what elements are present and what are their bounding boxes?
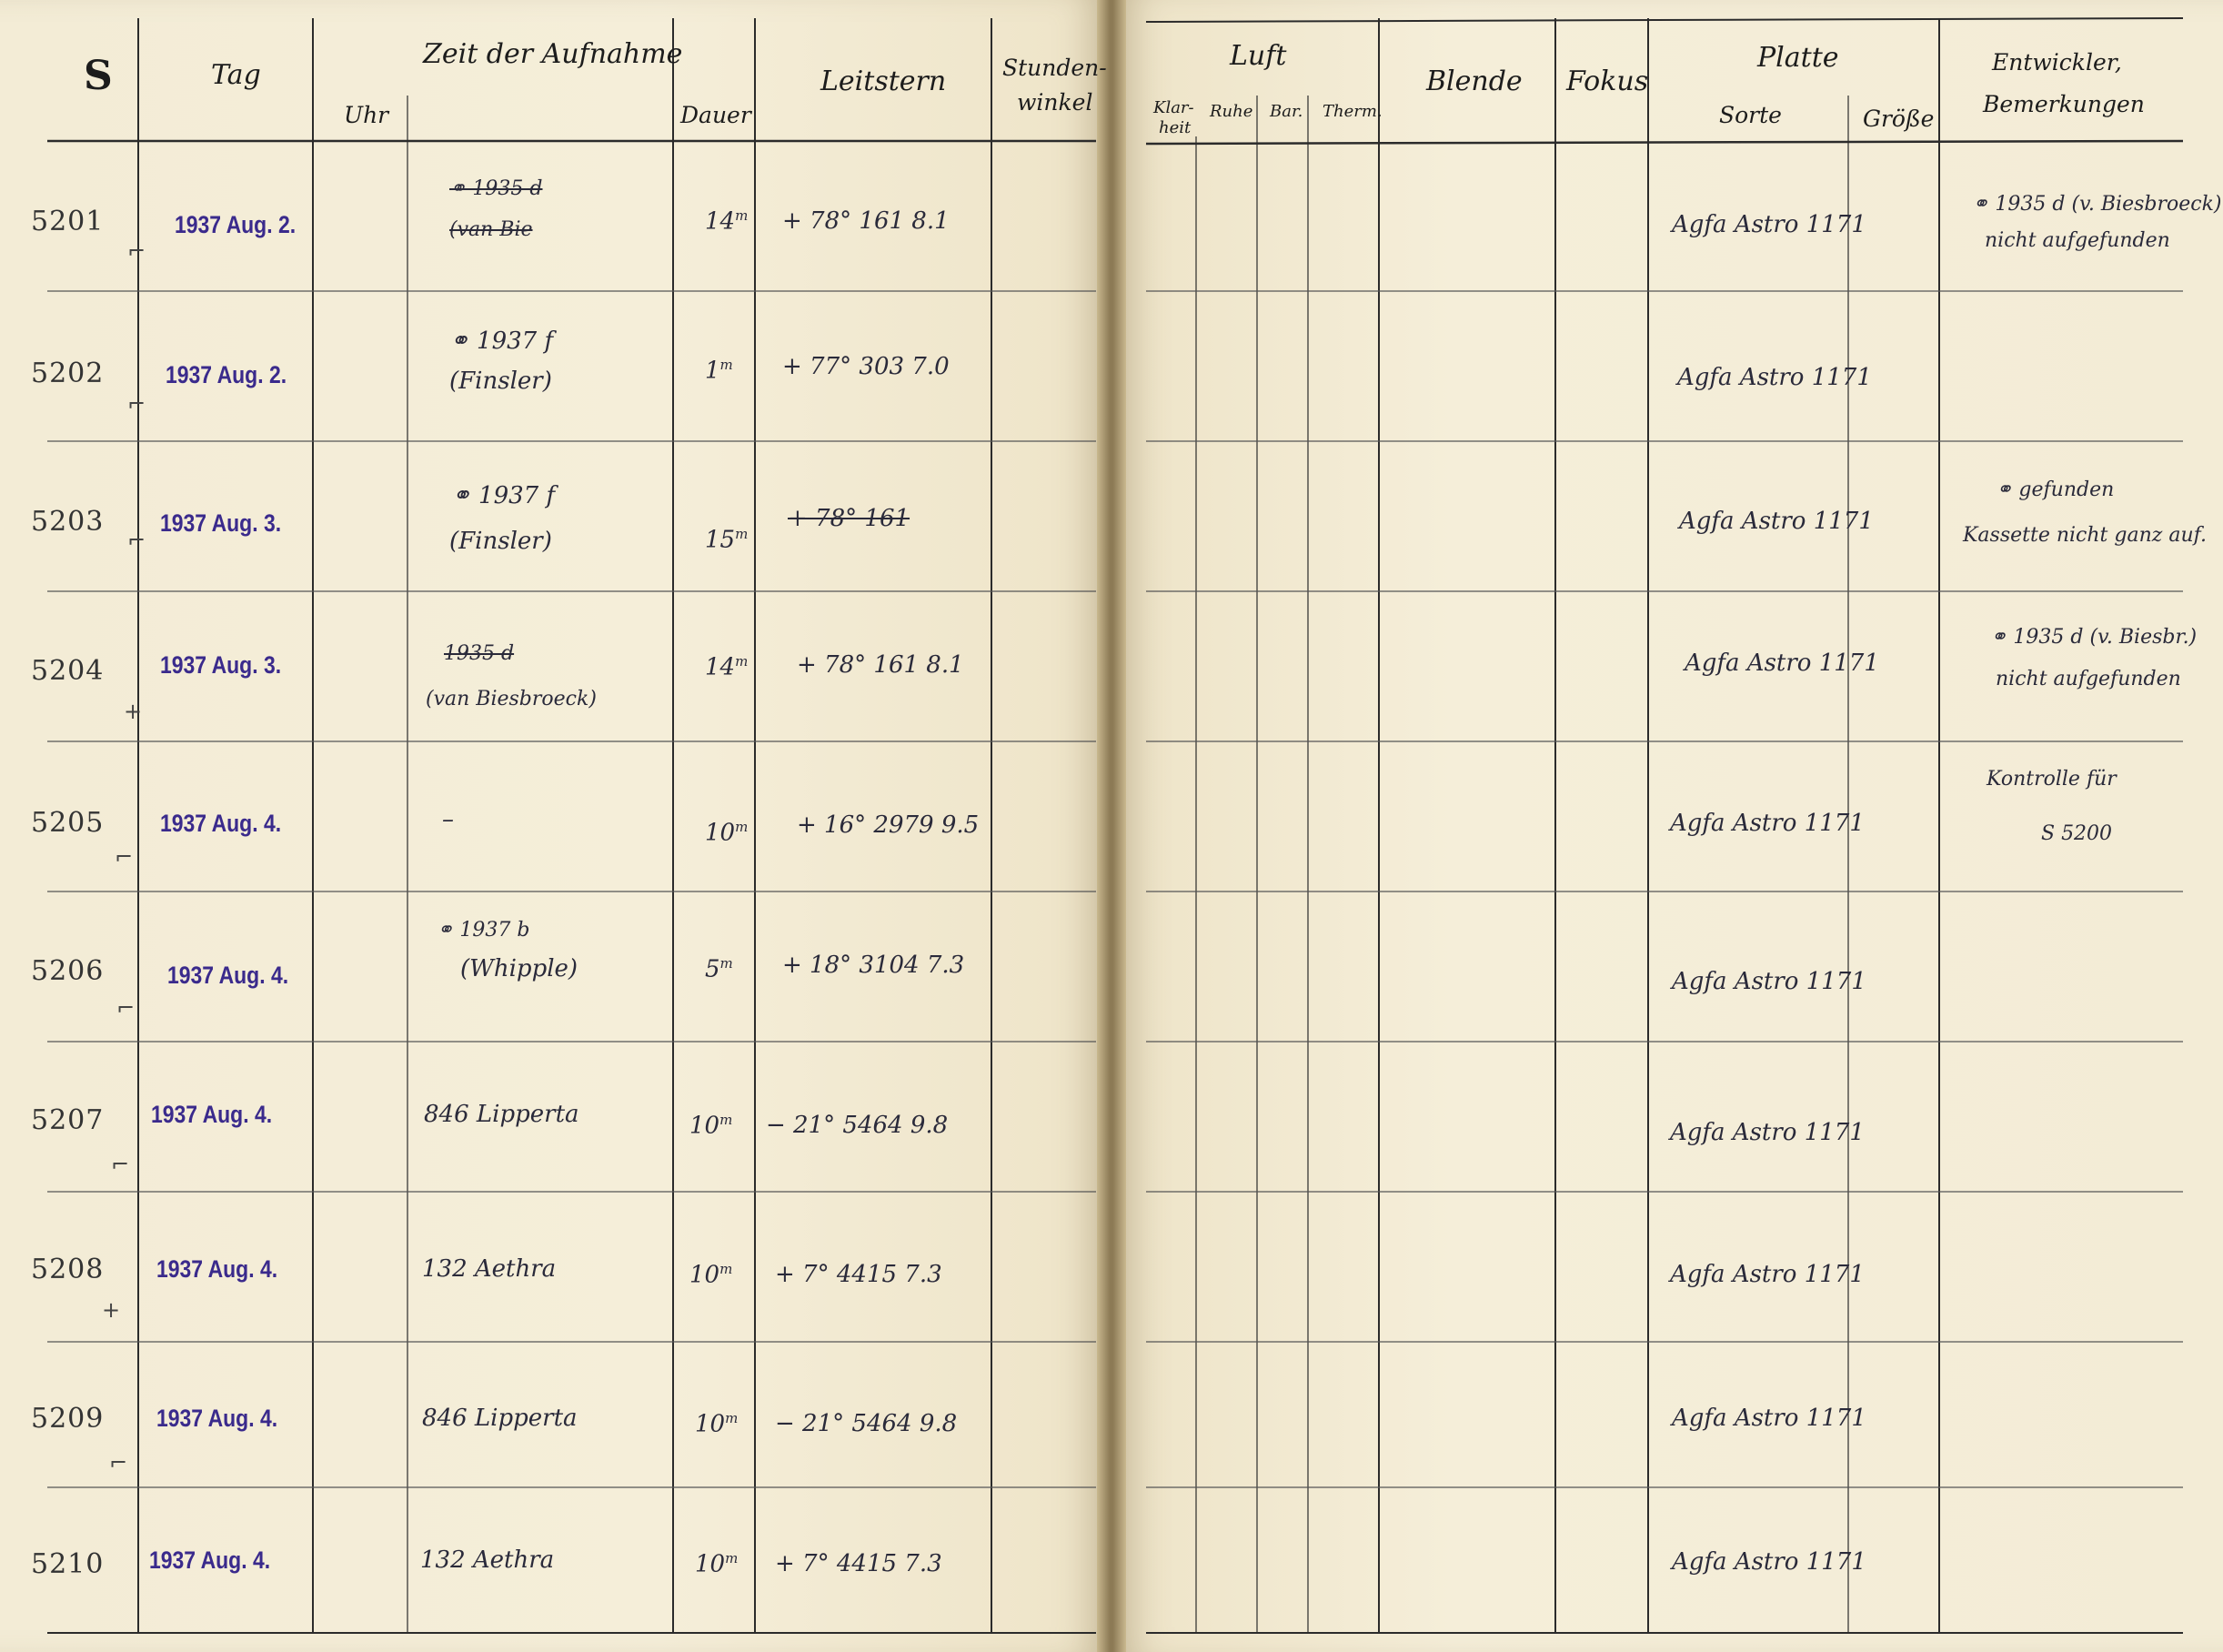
date-month: Aug. (211, 509, 258, 537)
pencil-mark: ⌐ (115, 844, 134, 870)
exposure-duration (689, 1261, 732, 1289)
header-platte: Platte (1757, 42, 1839, 74)
guide-star: − 21° 5464 9.8 (775, 1410, 958, 1437)
duration-unit: m (735, 526, 749, 542)
date-day: 4. (270, 962, 289, 989)
duration-value: 10 (705, 819, 736, 847)
plate-type: Agfa Astro 1171 (1670, 1261, 1865, 1288)
plate-number: 5204 (31, 655, 105, 687)
duration-value: 5 (705, 955, 720, 983)
duration-value: 10 (695, 1410, 726, 1438)
duration-unit: m (719, 955, 733, 972)
pencil-mark: ⌐ (127, 238, 146, 264)
date-month: Aug. (211, 810, 258, 837)
plate-number: 5207 (31, 1104, 105, 1136)
object-line-1: 132 Aethra (422, 1255, 557, 1283)
header-entwickler: Entwickler, (1992, 49, 2122, 76)
plate-type: Agfa Astro 1171 (1677, 364, 1872, 391)
remark-line-1: ⚭ 1935 d (v. Biesbr.) (1990, 626, 2198, 649)
plate-number: 5210 (31, 1548, 105, 1580)
duration-value: 14 (705, 653, 736, 681)
header-tag: Tag (211, 59, 261, 91)
date-year: 1937 (166, 361, 213, 388)
pencil-mark: ⌐ (109, 1450, 128, 1476)
remark-line-2: nicht aufgefunden (1996, 668, 2181, 690)
date-stamp (167, 962, 288, 990)
guide-star: + 78° 161 (788, 505, 910, 532)
date-month: Aug. (202, 1101, 249, 1128)
header-luft: Luft (1230, 40, 1287, 72)
exposure-duration (689, 1112, 732, 1140)
date-year: 1937 (167, 962, 215, 989)
plate-number: 5208 (31, 1254, 105, 1285)
date-month: Aug. (207, 1255, 255, 1283)
object-line-1: ⚭ 1935 d (449, 177, 543, 200)
date-year: 1937 (160, 810, 207, 837)
duration-unit: m (735, 207, 749, 224)
duration-unit: m (725, 1550, 739, 1566)
date-stamp (166, 361, 287, 389)
pencil-mark: ⌐ (116, 995, 136, 1021)
duration-value: 10 (689, 1112, 720, 1140)
exposure-duration (705, 819, 748, 847)
plate-number: 5205 (31, 807, 105, 839)
date-month: Aug. (211, 651, 258, 679)
header-uhr: Uhr (344, 102, 389, 128)
date-day: 3. (263, 509, 282, 537)
guide-star: + 78° 161 8.1 (797, 651, 964, 679)
remark-line-2: nicht aufgefunden (1985, 229, 2170, 252)
date-day: 4. (254, 1101, 273, 1128)
date-year: 1937 (175, 211, 222, 238)
duration-unit: m (735, 819, 749, 835)
date-day: 4. (259, 1255, 278, 1283)
date-month: Aug. (200, 1546, 247, 1574)
date-year: 1937 (149, 1546, 196, 1574)
object-line-1: ⚭ 1937 b (437, 919, 530, 942)
object-line-1: 132 Aethra (420, 1546, 555, 1574)
header-bar: Bar. (1270, 102, 1303, 121)
duration-unit: m (719, 1112, 733, 1128)
date-stamp (160, 651, 281, 680)
object-line-1: ⚭ 1937 f (451, 482, 556, 509)
date-day: 2. (277, 211, 297, 238)
pencil-mark: + (102, 1297, 121, 1323)
object-line-2: (van Biesbroeck) (426, 688, 597, 710)
header-ruhe: Ruhe (1210, 102, 1253, 121)
remark-line-2: S 5200 (2041, 822, 2113, 845)
object-line-1: 1935 d (444, 642, 515, 665)
header-klar-2: heit (1159, 118, 1192, 137)
duration-value: 1 (705, 357, 720, 385)
object-line-2: (Finsler) (449, 528, 552, 555)
duration-unit: m (725, 1410, 739, 1426)
date-day: 4. (263, 810, 282, 837)
header-blende: Blende (1426, 65, 1523, 97)
header-fokus: Fokus (1566, 65, 1649, 97)
duration-unit: m (719, 357, 733, 373)
guide-star: + 18° 3104 7.3 (782, 952, 965, 979)
plate-type: Agfa Astro 1171 (1672, 211, 1866, 238)
exposure-duration (705, 955, 733, 983)
pencil-mark: + (124, 699, 143, 724)
date-stamp (175, 211, 296, 239)
remark-line-1: ⚭ 1935 d (v. Biesbroeck) (1972, 193, 2222, 216)
date-stamp (149, 1546, 270, 1575)
object-line-2: (Finsler) (449, 368, 552, 395)
plate-number: 5206 (31, 955, 105, 987)
guide-star: + 7° 4415 7.3 (775, 1550, 942, 1577)
remark-line-2: Kassette nicht ganz auf. (1963, 524, 2207, 547)
plate-type: Agfa Astro 1171 (1685, 650, 1879, 677)
object-line-1: 846 Lipperta (422, 1405, 578, 1432)
date-month: Aug. (207, 1405, 255, 1432)
plate-number: 5203 (31, 506, 105, 538)
guide-star: − 21° 5464 9.8 (766, 1112, 949, 1139)
header-groesse: Größe (1863, 106, 1935, 132)
header-bemerkungen: Bemerkungen (1983, 91, 2145, 117)
object-line-2: (van Bie (449, 218, 533, 241)
date-year: 1937 (160, 651, 207, 679)
object-line-2: (Whipple) (460, 955, 578, 982)
header-s: S (84, 53, 113, 99)
exposure-duration (695, 1550, 738, 1578)
pencil-mark: ⌐ (111, 1152, 130, 1177)
plate-number: 5202 (31, 358, 105, 389)
duration-value: 14 (705, 207, 736, 236)
header-leitstern: Leitstern (820, 65, 947, 97)
plate-number: 5209 (31, 1403, 105, 1435)
guide-star: + 7° 4415 7.3 (775, 1261, 942, 1288)
object-line-1: ⚭ 1937 f (449, 327, 554, 355)
duration-value: 10 (695, 1550, 726, 1578)
exposure-duration (695, 1410, 738, 1438)
object-line-1: – (442, 806, 454, 833)
date-year: 1937 (156, 1255, 204, 1283)
plate-type: Agfa Astro 1171 (1670, 1119, 1865, 1146)
remark-line-1: Kontrolle für (1987, 768, 2117, 791)
plate-type: Agfa Astro 1171 (1672, 968, 1866, 995)
duration-value: 15 (705, 526, 736, 554)
date-year: 1937 (156, 1405, 204, 1432)
header-zeit: Zeit der Aufnahme (423, 38, 683, 70)
header-sorte: Sorte (1719, 102, 1782, 128)
plate-type: Agfa Astro 1171 (1670, 810, 1865, 837)
plate-type: Agfa Astro 1171 (1672, 1405, 1866, 1432)
date-day: 3. (263, 651, 282, 679)
guide-star: + 16° 2979 9.5 (797, 811, 980, 839)
duration-unit: m (719, 1261, 733, 1277)
duration-unit: m (735, 653, 749, 670)
date-stamp (160, 810, 281, 838)
exposure-duration (705, 653, 748, 681)
date-day: 4. (252, 1546, 271, 1574)
date-month: Aug. (216, 361, 264, 388)
date-stamp (160, 509, 281, 538)
header-klar-1: Klar- (1153, 98, 1194, 117)
date-year: 1937 (151, 1101, 198, 1128)
header-stunden-1: Stunden- (1002, 55, 1107, 81)
date-day: 2. (268, 361, 287, 388)
guide-star: + 77° 303 7.0 (782, 353, 950, 380)
date-stamp (156, 1405, 277, 1433)
pencil-mark: ⌐ (127, 528, 146, 553)
object-line-1: 846 Lipperta (424, 1101, 579, 1128)
exposure-duration (705, 207, 748, 236)
date-stamp (156, 1255, 277, 1284)
plate-type: Agfa Astro 1171 (1679, 508, 1874, 535)
exposure-duration (705, 357, 733, 385)
date-stamp (151, 1101, 272, 1129)
plate-type: Agfa Astro 1171 (1672, 1548, 1866, 1576)
guide-star: + 78° 161 8.1 (782, 207, 950, 235)
date-month: Aug. (218, 962, 266, 989)
plate-number: 5201 (31, 206, 105, 237)
duration-value: 10 (689, 1261, 720, 1289)
date-month: Aug. (226, 211, 273, 238)
remark-line-1: ⚭ gefunden (1996, 478, 2115, 501)
header-stunden-2: winkel (1017, 89, 1093, 116)
pencil-mark: ⌐ (127, 391, 146, 417)
date-day: 4. (259, 1405, 278, 1432)
header-dauer: Dauer (680, 102, 751, 128)
header-therm: Therm. (1323, 102, 1383, 121)
date-year: 1937 (160, 509, 207, 537)
exposure-duration (705, 526, 748, 554)
